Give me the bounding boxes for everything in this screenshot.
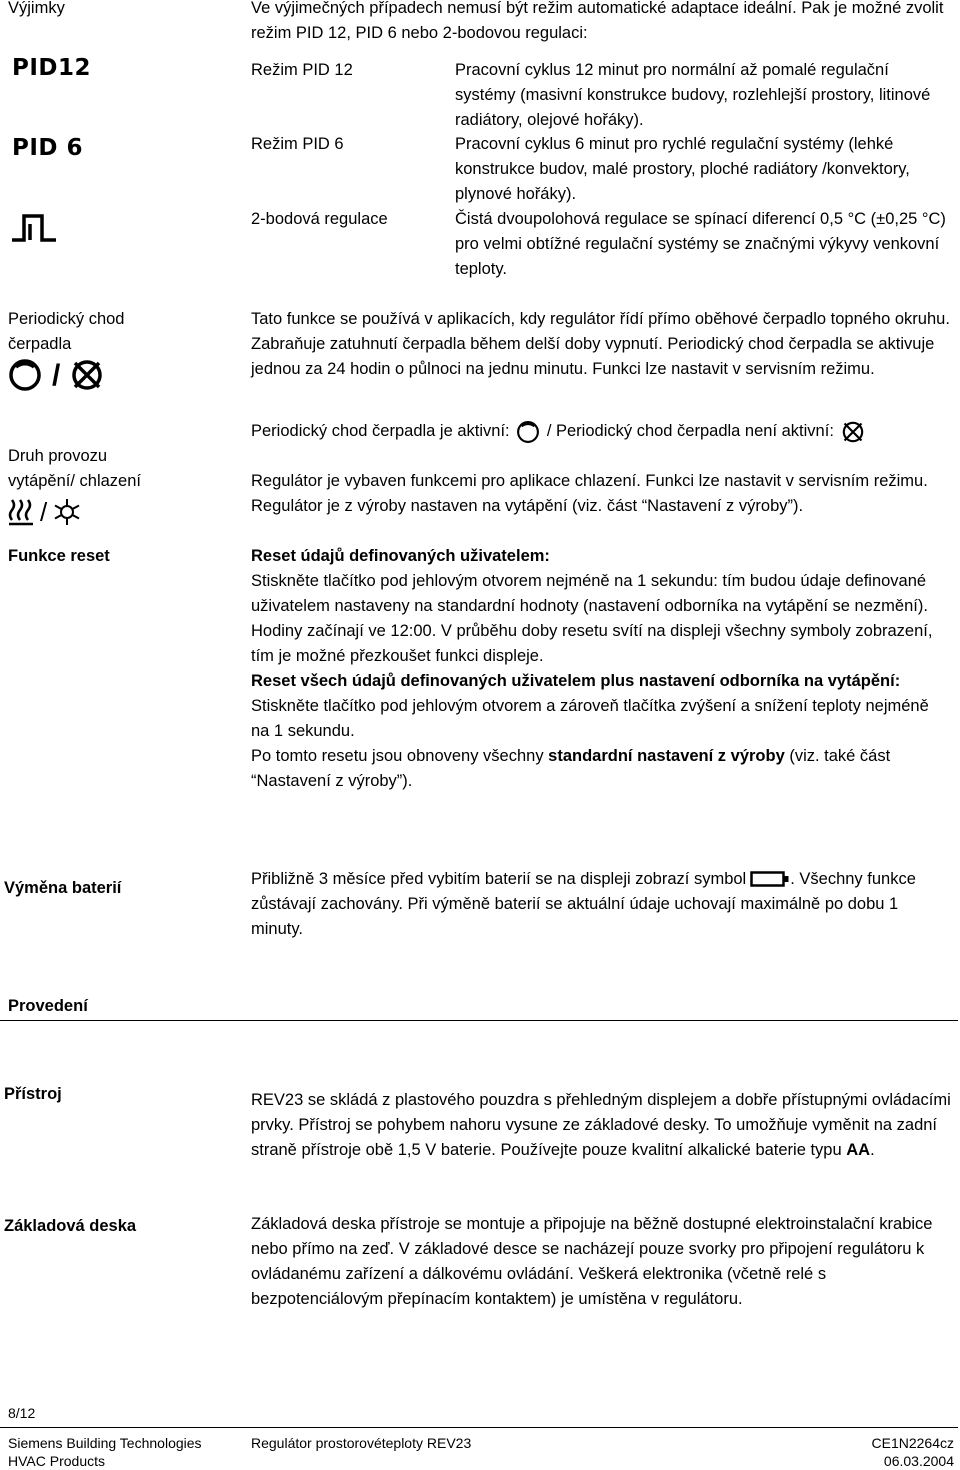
exceptions-label: Výjimky <box>8 0 65 17</box>
pump-text: Tato funkce se používá v aplikacích, kdy regulátor řídí přímo oběhové čerpadlo topného okruhu. Zabraňuje zatuhnutí čerpadla během delší doby vypnutí. Periodický chod čerpadla se aktivuje jednou za 24 hodin o půlnoci na jednu minutu. Funkci lze nastavit v servisním režimu. <box>251 310 950 378</box>
device-text-pre: REV23 se skládá z plastového pouzdra s přehledným displejem a dobře přístupnými ovládacími prvky. Přístroj se pohybem nahoru vysune ze základové desky. To umožňuje vyměnit na zadní straně přístroje obě 1,5 V baterie. Používejte pouze kvalitní alkalické baterie typu <box>251 1091 951 1159</box>
pump-status-line <box>251 419 951 444</box>
pump-active-text: Periodický chod čerpadla je aktivní: <box>251 422 510 440</box>
reset-text-2: Stiskněte tlačítko pod jehlovým otvorem a zároveň tlačítka zvýšení a snížení teploty nejméně na 1 sekundu. <box>251 697 929 740</box>
mode-label: Druh provozu vytápění/ chlazení <box>8 447 141 490</box>
reset-heading-1: Reset údajů definovaných uživatelem: <box>251 547 550 565</box>
pump-inactive-icon <box>70 358 104 392</box>
base-label: Základová deska <box>4 1217 137 1235</box>
footer-doc <box>872 1434 955 1470</box>
device-text <box>251 1088 951 1163</box>
reset-text-3-pre: Po tomto resetu jsou obnoveny všechny <box>251 747 549 765</box>
pump-active-icon <box>8 358 42 392</box>
device-text-post: . <box>870 1141 875 1159</box>
mode-2point-desc: Čistá dvoupolohová regulace se spínací diferencí 0,5 °C (±0,25 °C) pro velmi obtížné regulační systémy se značnými výkyvy venkovní teploty. <box>455 210 946 278</box>
mode-pid12-name: Režim PID 12 <box>251 61 353 79</box>
reset-heading-2: Reset všech údajů definovaných uživatelem plus nastavení odborníka na vytápění: <box>251 672 901 690</box>
footer-title: Regulátor prostorovéteploty REV23 <box>251 1435 472 1451</box>
page-number: 8/12 <box>8 1405 36 1421</box>
pump-inactive-icon <box>841 420 865 444</box>
reset-body <box>251 544 951 794</box>
footer-divider <box>0 1427 958 1428</box>
mode-text: Regulátor je vybaven funkcemi pro aplikace chlazení. Funkci lze nastavit v servisním režimu. Regulátor je z výroby nastaven na vytápění (viz. část “Nastavení z výroby”). <box>251 472 928 515</box>
footer-doc-id: CE1N2264cz <box>871 1435 954 1451</box>
battery-text-post: . Všechny funkce zůstávají zachovány. Při výměně baterií se aktuální údaje uchovají maximálně po dobu 1 minuty. <box>251 870 916 938</box>
base-text: Základová deska přístroje se montuje a připojuje na běžně dostupné elektroinstalační krabice nebo přímo na zeď. V základové desce se nacházejí pouze svorky pro připojení regulátoru k ovládanému zařízení a dálkovému ovládání. Veškerá elektronika (včetně relé s bezpotenciálovým přepínacím kontaktem) je umístěna v regulátoru. <box>251 1215 933 1308</box>
design-divider <box>0 1020 958 1021</box>
pump-inactive-text: / Periodický chod čerpadla není aktivní: <box>546 422 834 440</box>
battery-text-pre: Přibližně 3 měsíce před vybitím baterií se na displeji zobrazí symbol <box>251 870 747 888</box>
footer-company <box>8 1434 202 1470</box>
battery-text <box>251 867 951 942</box>
mode-2point-name: 2-bodová regulace <box>251 210 388 228</box>
pid6-code: PID 6 <box>12 135 84 161</box>
footer-company-line2: HVAC Products <box>8 1453 105 1469</box>
device-label: Přístroj <box>4 1085 62 1103</box>
battery-label: Výměna baterií <box>4 879 122 897</box>
mode-pid6-name: Režim PID 6 <box>251 135 344 153</box>
design-heading: Provedení <box>8 997 88 1015</box>
pump-slash: / <box>52 358 61 392</box>
device-text-bold: AA <box>846 1141 871 1159</box>
pump-icons <box>8 358 104 392</box>
pid12-code: PID12 <box>12 55 92 81</box>
mode-pid12-desc: Pracovní cyklus 12 minut pro normální až pomalé regulační systémy (masivní konstrukce budovy, rozlehlejší prostory, litinové radiátory, olejové hořáky). <box>455 61 931 129</box>
pump-label: Periodický chod čerpadla <box>8 310 125 353</box>
two-point-step-icon <box>10 210 58 244</box>
heating-icon <box>8 498 34 526</box>
pump-active-icon <box>516 420 540 444</box>
mode-icons <box>8 498 81 526</box>
footer-company-line1: Siemens Building Technologies <box>8 1435 202 1451</box>
mode-pid6-desc: Pracovní cyklus 6 minut pro rychlé regulační systémy (lehké konstrukce budov, malé prostory, ploché radiátory /konvektory, plynové hořáky). <box>455 135 910 203</box>
battery-low-icon <box>750 871 790 887</box>
reset-text-3-bold: standardní nastavení z výroby <box>548 747 785 765</box>
mode-slash: / <box>40 496 48 527</box>
cooling-snowflake-icon <box>53 498 81 526</box>
footer-date: 06.03.2004 <box>883 1453 954 1469</box>
reset-text-1: Stiskněte tlačítko pod jehlovým otvorem nejméně na 1 sekundu: tím budou údaje definované uživatelem nastaveny na standardní hodnoty (nastavení odborníka na vytápění se nezmění). Hodiny začínají ve 12:00. V průběhu doby resetu svítí na displeji všechny symboly zobrazení, tím je možné přezkoušet funkci displeje. <box>251 572 933 665</box>
reset-text-3-post: (viz. také část “Nastavení z výroby”). <box>251 747 891 790</box>
reset-text-3 <box>251 744 951 794</box>
exceptions-intro: Ve výjimečných případech nemusí být režim automatické adaptace ideální. Pak je možné zvolit režim PID 12, PID 6 nebo 2-bodovou regulaci: <box>251 0 944 42</box>
reset-label: Funkce reset <box>8 547 110 565</box>
